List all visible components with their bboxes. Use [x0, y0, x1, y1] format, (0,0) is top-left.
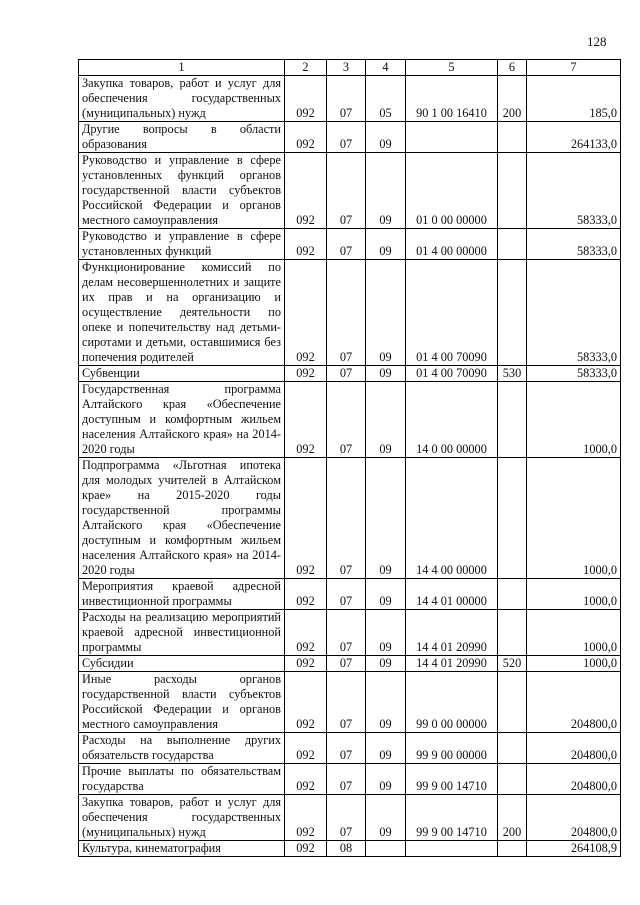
row-name-cell: Государственная программа Алтайского края «Обеспечение доступным и комфортным жильем населения Алтайского края» на 2014-2020 годы	[79, 382, 285, 458]
section-code-cell: 07	[327, 153, 366, 229]
section-code-cell: 08	[327, 841, 366, 857]
column-header: 6	[498, 60, 527, 76]
ministry-code-cell: 092	[285, 458, 327, 579]
expense-type-cell	[498, 122, 527, 153]
target-article-cell: 14 0 00 00000	[406, 382, 498, 458]
table-row	[79, 733, 621, 764]
row-name-cell: Закупка товаров, работ и услуг для обеспечения государственных (муниципальных) нужд	[79, 76, 285, 122]
ministry-code-cell: 092	[285, 122, 327, 153]
subsection-code-cell: 09	[366, 579, 406, 610]
table-row	[79, 366, 621, 382]
header-row	[79, 60, 621, 76]
table-row	[79, 458, 621, 579]
amount-cell: 204800,0	[527, 795, 621, 841]
ministry-code-cell: 092	[285, 795, 327, 841]
ministry-code-cell: 092	[285, 366, 327, 382]
ministry-code-cell: 092	[285, 733, 327, 764]
column-header: 1	[79, 60, 285, 76]
row-name-cell: Расходы на реализацию мероприятий краевой адресной инвестиционной программы	[79, 610, 285, 656]
subsection-code-cell: 09	[366, 610, 406, 656]
row-name-cell: Культура, кинематография	[79, 841, 285, 857]
subsection-code-cell: 09	[366, 656, 406, 672]
table-row	[79, 76, 621, 122]
subsection-code-cell: 09	[366, 733, 406, 764]
target-article-cell: 14 4 00 00000	[406, 458, 498, 579]
section-code-cell: 07	[327, 260, 366, 366]
ministry-code-cell: 092	[285, 579, 327, 610]
expense-type-cell: 200	[498, 795, 527, 841]
section-code-cell: 07	[327, 733, 366, 764]
section-code-cell: 07	[327, 579, 366, 610]
amount-cell: 1000,0	[527, 656, 621, 672]
table-row	[79, 656, 621, 672]
subsection-code-cell: 09	[366, 153, 406, 229]
amount-cell: 264108,9	[527, 841, 621, 857]
column-header: 5	[406, 60, 498, 76]
section-code-cell: 07	[327, 764, 366, 795]
amount-cell: 1000,0	[527, 382, 621, 458]
section-code-cell: 07	[327, 795, 366, 841]
target-article-cell: 14 4 01 20990	[406, 610, 498, 656]
subsection-code-cell: 09	[366, 260, 406, 366]
ministry-code-cell: 092	[285, 382, 327, 458]
ministry-code-cell: 092	[285, 672, 327, 733]
expense-type-cell	[498, 153, 527, 229]
column-header: 2	[285, 60, 327, 76]
row-name-cell: Субсидии	[79, 656, 285, 672]
target-article-cell: 14 4 01 20990	[406, 656, 498, 672]
row-name-cell: Руководство и управление в сфере установленных функций	[79, 229, 285, 260]
table-row	[79, 229, 621, 260]
target-article-cell: 01 4 00 00000	[406, 229, 498, 260]
expense-type-cell	[498, 229, 527, 260]
table-row	[79, 610, 621, 656]
ministry-code-cell: 092	[285, 153, 327, 229]
expense-type-cell	[498, 382, 527, 458]
target-article-cell: 01 4 00 70090	[406, 366, 498, 382]
table-row	[79, 382, 621, 458]
section-code-cell: 07	[327, 76, 366, 122]
amount-cell: 1000,0	[527, 458, 621, 579]
target-article-cell: 01 0 00 00000	[406, 153, 498, 229]
ministry-code-cell: 092	[285, 260, 327, 366]
row-name-cell: Функционирование комиссий по делам несовершеннолетних и защите их прав и на организацию и осуществление деятельности по опеке и попечительству над детьми-сиротами и детьми, оставшимися без попечения родителей	[79, 260, 285, 366]
section-code-cell: 07	[327, 610, 366, 656]
expense-type-cell	[498, 458, 527, 579]
section-code-cell: 07	[327, 672, 366, 733]
ministry-code-cell: 092	[285, 610, 327, 656]
target-article-cell: 99 9 00 14710	[406, 764, 498, 795]
expense-type-cell	[498, 764, 527, 795]
target-article-cell: 14 4 01 00000	[406, 579, 498, 610]
section-code-cell: 07	[327, 458, 366, 579]
budget-table	[78, 59, 621, 857]
expense-type-cell	[498, 733, 527, 764]
subsection-code-cell: 09	[366, 764, 406, 795]
row-name-cell: Руководство и управление в сфере установленных функций органов государственной власти субъектов Российской Федерации и органов местного самоуправления	[79, 153, 285, 229]
page-number: 128	[587, 34, 607, 49]
row-name-cell: Иные расходы органов государственной власти субъектов Российской Федерации и органов местного самоуправления	[79, 672, 285, 733]
section-code-cell: 07	[327, 656, 366, 672]
table-row	[79, 122, 621, 153]
amount-cell: 204800,0	[527, 672, 621, 733]
table-row	[79, 153, 621, 229]
table-row	[79, 672, 621, 733]
subsection-code-cell: 09	[366, 458, 406, 579]
subsection-code-cell: 05	[366, 76, 406, 122]
table-row	[79, 841, 621, 857]
expense-type-cell: 520	[498, 656, 527, 672]
column-header: 7	[527, 60, 621, 76]
subsection-code-cell	[366, 841, 406, 857]
expense-type-cell	[498, 610, 527, 656]
table-body	[79, 76, 621, 857]
row-name-cell: Другие вопросы в области образования	[79, 122, 285, 153]
row-name-cell: Подпрограмма «Льготная ипотека для молодых учителей в Алтайском крае» на 2015-2020 годы государственной программы Алтайского края «Обеспечение доступным и комфортным жильем населения Алтайского края» на 2014-2020 годы	[79, 458, 285, 579]
amount-cell: 1000,0	[527, 610, 621, 656]
subsection-code-cell: 09	[366, 672, 406, 733]
section-code-cell: 07	[327, 366, 366, 382]
row-name-cell: Мероприятия краевой адресной инвестиционной программы	[79, 579, 285, 610]
row-name-cell: Закупка товаров, работ и услуг для обеспечения государственных (муниципальных) нужд	[79, 795, 285, 841]
expense-type-cell	[498, 260, 527, 366]
row-name-cell: Субвенции	[79, 366, 285, 382]
expense-type-cell	[498, 579, 527, 610]
expense-type-cell: 200	[498, 76, 527, 122]
ministry-code-cell: 092	[285, 76, 327, 122]
ministry-code-cell: 092	[285, 656, 327, 672]
ministry-code-cell: 092	[285, 764, 327, 795]
table-row	[79, 795, 621, 841]
target-article-cell	[406, 122, 498, 153]
table-row	[79, 260, 621, 366]
amount-cell: 58333,0	[527, 260, 621, 366]
subsection-code-cell: 09	[366, 229, 406, 260]
amount-cell: 204800,0	[527, 733, 621, 764]
column-header: 3	[327, 60, 366, 76]
subsection-code-cell: 09	[366, 382, 406, 458]
amount-cell: 185,0	[527, 76, 621, 122]
subsection-code-cell: 09	[366, 122, 406, 153]
ministry-code-cell: 092	[285, 841, 327, 857]
table-row	[79, 764, 621, 795]
expense-type-cell	[498, 841, 527, 857]
amount-cell: 58333,0	[527, 366, 621, 382]
row-name-cell: Прочие выплаты по обязательствам государства	[79, 764, 285, 795]
target-article-cell: 90 1 00 16410	[406, 76, 498, 122]
section-code-cell: 07	[327, 229, 366, 260]
table-row	[79, 579, 621, 610]
expense-type-cell	[498, 672, 527, 733]
target-article-cell	[406, 841, 498, 857]
section-code-cell: 07	[327, 122, 366, 153]
target-article-cell: 99 9 00 00000	[406, 733, 498, 764]
expense-type-cell: 530	[498, 366, 527, 382]
target-article-cell: 99 0 00 00000	[406, 672, 498, 733]
amount-cell: 58333,0	[527, 229, 621, 260]
amount-cell: 58333,0	[527, 153, 621, 229]
section-code-cell: 07	[327, 382, 366, 458]
amount-cell: 204800,0	[527, 764, 621, 795]
ministry-code-cell: 092	[285, 229, 327, 260]
row-name-cell: Расходы на выполнение других обязательств государства	[79, 733, 285, 764]
amount-cell: 1000,0	[527, 579, 621, 610]
target-article-cell: 99 9 00 14710	[406, 795, 498, 841]
amount-cell: 264133,0	[527, 122, 621, 153]
target-article-cell: 01 4 00 70090	[406, 260, 498, 366]
column-header: 4	[366, 60, 406, 76]
subsection-code-cell: 09	[366, 795, 406, 841]
subsection-code-cell: 09	[366, 366, 406, 382]
